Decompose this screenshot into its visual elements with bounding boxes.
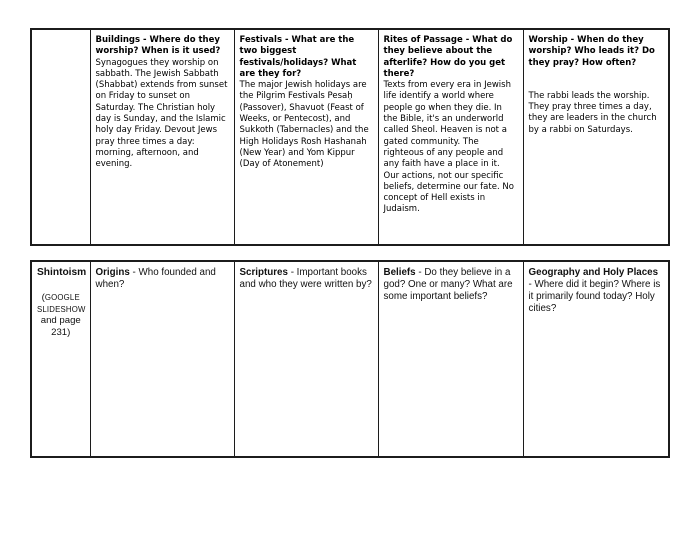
shintoism-table <box>30 260 670 458</box>
shintoism-row <box>31 261 669 457</box>
rites-of-passage-answer-text: Texts from every era in Jewish life identify a world where people go when they die. In the Bible, it's an underworld called Sheol. Heaven is not a gated community. The righteous of any people and any faith have a place in it. Our actions, not our specific beliefs, determine our fate. No concept of Hell exists in Judaism. <box>383 80 514 215</box>
judaism-table <box>30 28 670 246</box>
scriptures-question: - Important books and who they were written by? <box>239 267 372 290</box>
shintoism-source-note <box>37 292 85 338</box>
buildings-answer-text: Synagogues they worship on sabbath. The Jewish Sabbath (Shabbat) extends from sunset on Friday to sunset on Saturday. The Christian holy day is Sunday, and the Islamic holy day Friday. Devout Jews pray three times a day: morning, afternoon, and evening. <box>95 57 228 170</box>
source-note-line-2: SLIDESHOW <box>37 304 86 314</box>
scriptures-label: Scriptures <box>239 267 288 278</box>
origins-cell[interactable] <box>90 261 234 457</box>
scriptures-cell[interactable] <box>234 261 378 457</box>
source-note-google: GOOGLE <box>44 293 80 302</box>
source-note-open-paren: ( <box>41 292 45 303</box>
buildings-question-header: Buildings - Where do they worship? When is it used? <box>95 35 221 57</box>
shintoism-title: Shintoism <box>37 267 87 278</box>
source-note-line-4: 231) <box>51 326 71 338</box>
geography-question: - Where did it begin? Where is it primarily found today? Holy cities? <box>528 279 661 314</box>
festivals-question-header: Festivals - What are the two biggest festivals/holidays? What are they for? <box>239 35 357 79</box>
beliefs-label: Beliefs <box>383 267 416 278</box>
buildings-cell[interactable] <box>90 29 234 245</box>
festivals-answer-text: The major Jewish holidays are the Pilgrim Festivals Pesaḥ (Passover), Shavuot (Feast of Weeks, or Pentecost), and Sukkoth (Tabernacles) and the High Holidays Rosh Hashanah (New Year) and Yom Kippur (Day of Atonement) <box>239 80 369 170</box>
beliefs-question: - Do they believe in a god? One or many? What are some important beliefs? <box>383 267 513 302</box>
worship-question-header: Worship - When do they worship? Who leads it? Do they pray? How often? <box>528 35 655 68</box>
geography-cell[interactable] <box>523 261 669 457</box>
origins-question: - Who founded and when? <box>95 267 216 290</box>
beliefs-cell[interactable] <box>378 261 523 457</box>
source-note-line-1 <box>37 292 85 304</box>
origins-label: Origins <box>95 267 130 278</box>
shintoism-label-cell[interactable] <box>31 261 90 457</box>
judaism-row <box>31 29 669 245</box>
worship-cell[interactable] <box>523 29 669 245</box>
worship-answer-text: The rabbi leads the worship. They pray three times a day, they are leaders in the church by a rabbi on Saturdays. <box>528 90 657 135</box>
geography-label: Geography and Holy Places <box>528 267 659 278</box>
rites-of-passage-question-header: Rites of Passage - What do they believe about the afterlife? How do you get there? <box>383 35 513 79</box>
festivals-cell[interactable] <box>234 29 378 245</box>
source-note-line-3: and page <box>40 315 81 326</box>
empty-corner-cell[interactable] <box>31 29 90 245</box>
rites-of-passage-cell[interactable] <box>378 29 523 245</box>
